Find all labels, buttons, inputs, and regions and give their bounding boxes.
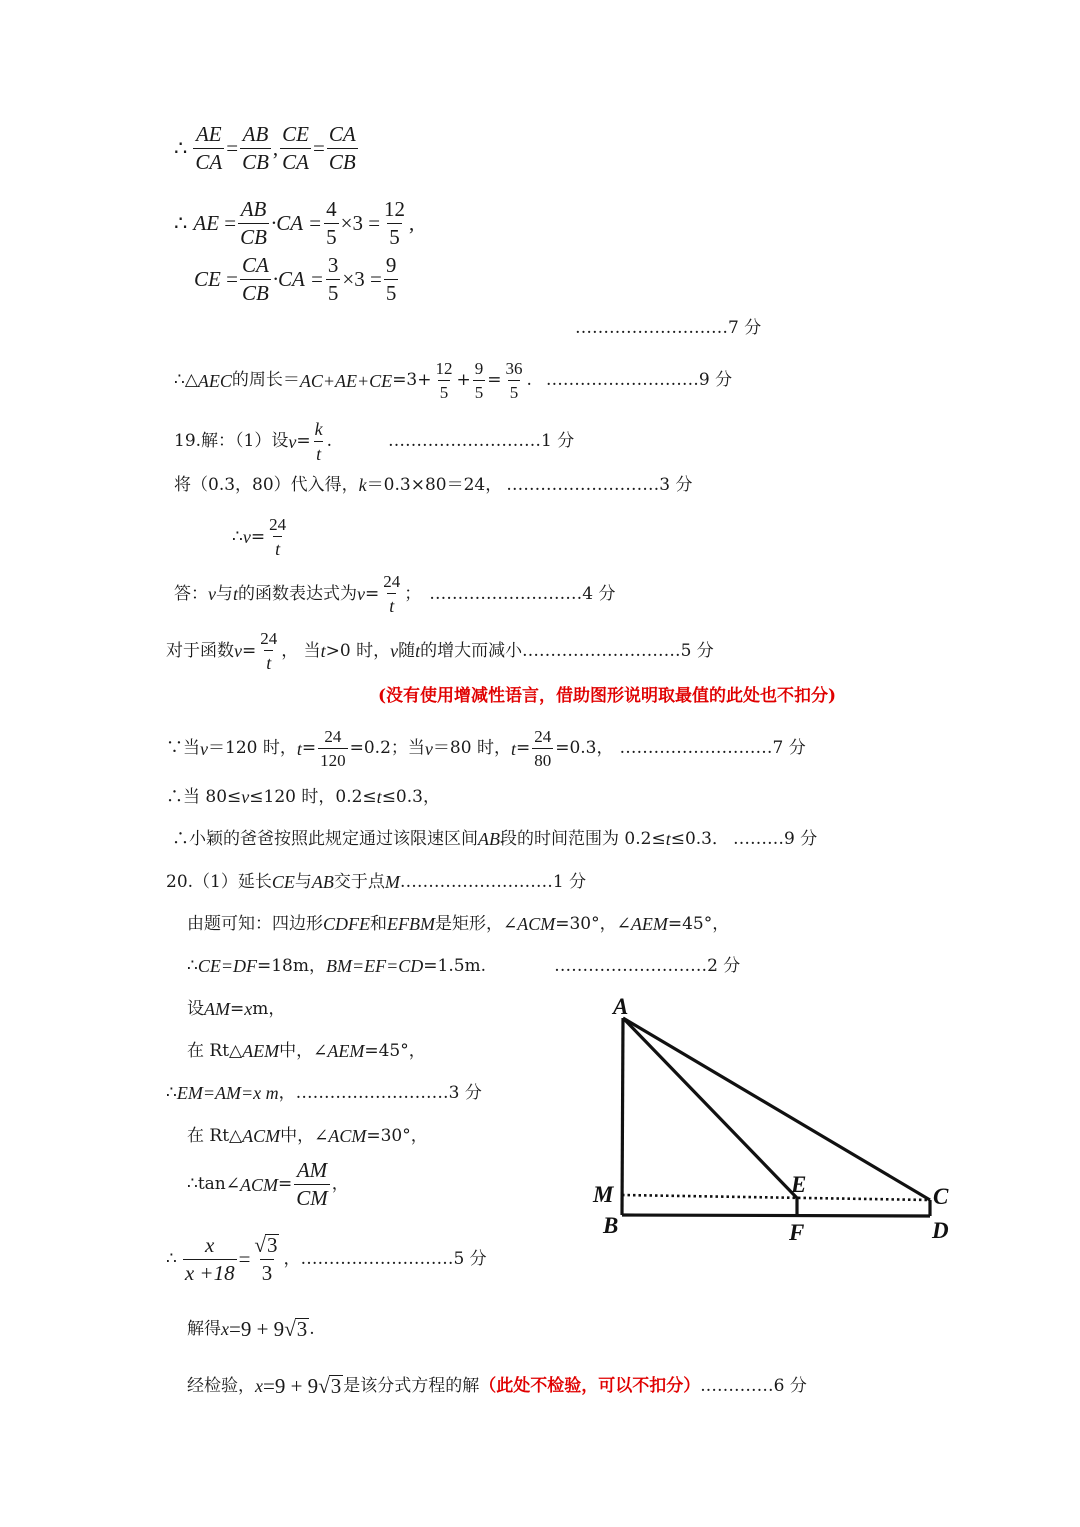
q20-line-8: ∴tan∠ ACM = $\frac{AM}{CM}$ ， [187, 1158, 349, 1210]
q19-line-1: 19.解：（1）设 v = $\frac{k}{t}$ . ………………………1 分 [174, 419, 575, 464]
perimeter-line: ∴△ AEC 的周长＝ AC+AE+CE =3+ $\frac{12}{5}$ + $\frac{9}{5}$ = $\frac{36}{5}$ . ………………………9 分 [174, 359, 733, 402]
geometry-figure [585, 990, 975, 1250]
q19-line-7: ∴当 80≤ v ≤120 时，0.2≤ t ≤0.3， [166, 786, 440, 807]
q20-line-2: 由题可知：四边形 CDFE 和 EFBM 是矩形，∠ ACM =30°，∠ AEM =45°， [187, 913, 730, 934]
segment-ae [623, 1018, 797, 1198]
eq-ratios: ∴ $\frac{AE}{CA}$ = $\frac{AB}{CB}$ , $\frac{CE}{CA}$ = $\frac{CA}{CB}$ [174, 122, 356, 174]
q20-line-3: ∴ CE=DF =18m， BM=EF=CD =1.5m. ………………………2 分 [187, 955, 741, 976]
q20-line-9: ∴ $\frac{x}{x +18}$ = $\frac{√3}{3}$ ， ………………………5 分 [166, 1232, 487, 1285]
segment-mc-dotted [622, 1195, 930, 1200]
segment-ab [622, 1018, 623, 1215]
q19-line-3: ∴ v = $\frac{24}{t}$ [232, 515, 287, 559]
label-b: B [603, 1213, 619, 1238]
label-m: M [593, 1182, 614, 1207]
q19-line-4: 答： v 与 t 的函数表达式为 v = $\frac{24}{t}$ ； ………………………4 分 [174, 572, 616, 616]
q20-line-6: ∴ EM=AM=x m ， ………………………3 分 [166, 1082, 482, 1103]
q19-line-6: ∵当 v ＝120 时， t = $\frac{24}{120}$ =0.2；当 v ＝80 时， t = $\frac{24}{80}$ =0.3， ………………………7 分 [166, 727, 806, 770]
label-e: E [791, 1172, 807, 1197]
q20-line-11: 经检验， x =9 + 9 √ 3 是该分式方程的解 （此处不检验，可以不扣分） . …………6 分 [187, 1373, 807, 1398]
label-f: F [789, 1220, 805, 1245]
q19-line-2: 将（0.3，80）代入得， k ＝0.3×80＝24， ………………………3 分 [174, 474, 693, 495]
eq-ce: CE = $\frac{CA}{CB}$ ·CA = $\frac{3}{5}$ ×3 = $\frac{9}{5}$ [194, 253, 397, 305]
q20-line-5: 在 Rt△ AEM 中，∠ AEM =45°， [187, 1040, 426, 1061]
label-d: D [932, 1218, 949, 1243]
segment-bd [622, 1215, 930, 1216]
segment-ac [623, 1018, 930, 1200]
q20-line-10: 解得 x =9 + 9 √ 3 . [187, 1316, 315, 1341]
label-c: C [933, 1184, 949, 1209]
q20-line-7: 在 Rt△ ACM 中，∠ ACM =30°， [187, 1125, 428, 1146]
q20-line-1: 20.（1）延长 CE 与 AB 交于点 M ………………………1 分 [166, 871, 587, 892]
q19-line-8: ∴小颖的爸爸按照此规定通过该限速区间 AB 段的时间范围为 0.2≤ t ≤0.3． ………9 分 [172, 828, 818, 849]
eq-ae: ∴ AE = $\frac{AB}{CB}$ ·CA = $\frac{4}{5}$ ×3 = $\frac{12}{5}$ , [174, 197, 415, 249]
q19-line-5: 对于函数 v = $\frac{24}{t}$ ， 当 t >0 时， v 随 t 的增大而减小. ………………………5 分 [166, 629, 714, 673]
q19-grading-note: (没有使用增减性语言，借助图形说明取最值的此处也不扣分) [378, 686, 837, 706]
score-7-block-a: ………………………7 分 [575, 318, 762, 338]
label-a: A [613, 994, 629, 1019]
q20-line-4: 设 AM = x m， [187, 998, 286, 1019]
